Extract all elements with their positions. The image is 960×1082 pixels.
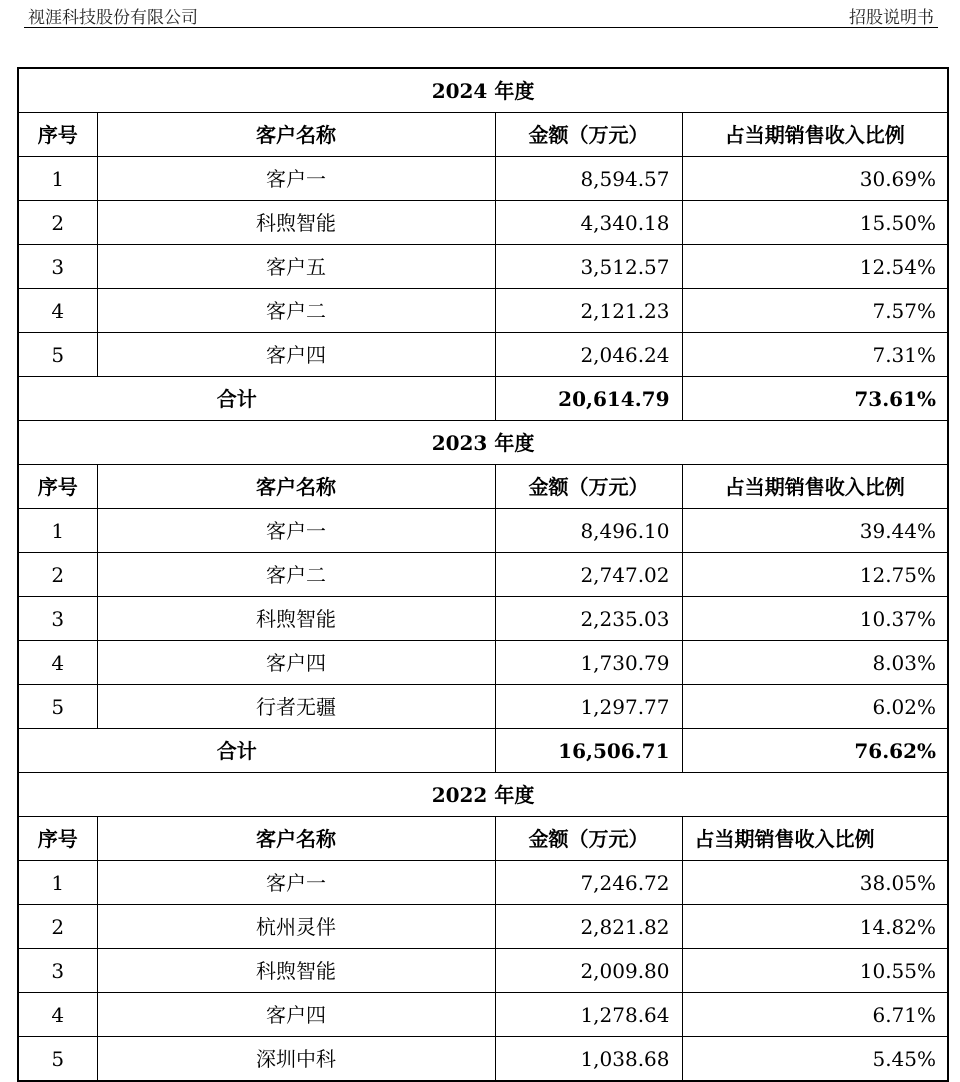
table-row bbox=[18, 289, 948, 333]
ratio-cell: 5.45% bbox=[682, 1037, 948, 1082]
customer-name: 杭州灵伴 bbox=[97, 905, 495, 949]
table-row bbox=[18, 685, 948, 729]
ratio-cell: 6.71% bbox=[682, 993, 948, 1037]
customer-name: 客户四 bbox=[97, 333, 495, 377]
column-header-name: 客户名称 bbox=[97, 817, 495, 861]
column-header-index: 序号 bbox=[18, 817, 97, 861]
customer-name: 科煦智能 bbox=[97, 949, 495, 993]
row-index: 3 bbox=[18, 245, 97, 289]
year-label: 2023 年度 bbox=[18, 421, 948, 465]
column-header-ratio: 占当期销售收入比例 bbox=[682, 113, 948, 157]
table-row bbox=[18, 333, 948, 377]
table-row bbox=[18, 905, 948, 949]
row-index: 5 bbox=[18, 685, 97, 729]
ratio-cell: 30.69% bbox=[682, 157, 948, 201]
row-index: 3 bbox=[18, 949, 97, 993]
year-row-2024 bbox=[18, 68, 948, 113]
column-header-ratio: 占当期销售收入比例 bbox=[682, 465, 948, 509]
total-label: 合计 bbox=[18, 729, 495, 773]
table-row bbox=[18, 993, 948, 1037]
amount-cell: 4,340.18 bbox=[495, 201, 682, 245]
row-index: 4 bbox=[18, 993, 97, 1037]
row-index: 2 bbox=[18, 201, 97, 245]
total-row bbox=[18, 377, 948, 421]
column-header-amount: 金额（万元） bbox=[495, 465, 682, 509]
table-row bbox=[18, 597, 948, 641]
amount-cell: 1,278.64 bbox=[495, 993, 682, 1037]
amount-cell: 8,496.10 bbox=[495, 509, 682, 553]
total-row bbox=[18, 729, 948, 773]
customer-name: 客户二 bbox=[97, 553, 495, 597]
customer-name: 行者无疆 bbox=[97, 685, 495, 729]
ratio-cell: 14.82% bbox=[682, 905, 948, 949]
amount-cell: 1,730.79 bbox=[495, 641, 682, 685]
company-name: 视涯科技股份有限公司 bbox=[28, 8, 198, 28]
column-header-name: 客户名称 bbox=[97, 465, 495, 509]
customer-name: 客户四 bbox=[97, 641, 495, 685]
column-header-row bbox=[18, 817, 948, 861]
amount-cell: 2,121.23 bbox=[495, 289, 682, 333]
row-index: 1 bbox=[18, 157, 97, 201]
amount-cell: 2,046.24 bbox=[495, 333, 682, 377]
total-ratio: 76.62% bbox=[682, 729, 948, 773]
amount-cell: 1,297.77 bbox=[495, 685, 682, 729]
amount-cell: 2,821.82 bbox=[495, 905, 682, 949]
column-header-ratio: 占当期销售收入比例 bbox=[682, 817, 948, 861]
ratio-cell: 7.31% bbox=[682, 333, 948, 377]
amount-cell: 2,235.03 bbox=[495, 597, 682, 641]
ratio-cell: 12.75% bbox=[682, 553, 948, 597]
customer-name: 科煦智能 bbox=[97, 597, 495, 641]
ratio-cell: 7.57% bbox=[682, 289, 948, 333]
customer-name: 深圳中科 bbox=[97, 1037, 495, 1082]
table-row bbox=[18, 157, 948, 201]
amount-cell: 3,512.57 bbox=[495, 245, 682, 289]
ratio-cell: 39.44% bbox=[682, 509, 948, 553]
row-index: 5 bbox=[18, 1037, 97, 1082]
table-row bbox=[18, 201, 948, 245]
page-header bbox=[24, 0, 938, 28]
column-header-name: 客户名称 bbox=[97, 113, 495, 157]
table-row bbox=[18, 949, 948, 993]
amount-cell: 7,246.72 bbox=[495, 861, 682, 905]
table-row bbox=[18, 245, 948, 289]
customer-name: 客户一 bbox=[97, 157, 495, 201]
row-index: 3 bbox=[18, 597, 97, 641]
amount-cell: 2,747.02 bbox=[495, 553, 682, 597]
total-ratio: 73.61% bbox=[682, 377, 948, 421]
column-header-index: 序号 bbox=[18, 465, 97, 509]
customer-name: 客户一 bbox=[97, 861, 495, 905]
table-row bbox=[18, 509, 948, 553]
amount-cell: 2,009.80 bbox=[495, 949, 682, 993]
ratio-cell: 10.55% bbox=[682, 949, 948, 993]
year-row-2022 bbox=[18, 773, 948, 817]
total-label: 合计 bbox=[18, 377, 495, 421]
column-header-amount: 金额（万元） bbox=[495, 817, 682, 861]
row-index: 2 bbox=[18, 905, 97, 949]
table-row bbox=[18, 641, 948, 685]
row-index: 4 bbox=[18, 289, 97, 333]
row-index: 4 bbox=[18, 641, 97, 685]
customer-name: 科煦智能 bbox=[97, 201, 495, 245]
table-row bbox=[18, 553, 948, 597]
column-header-index: 序号 bbox=[18, 113, 97, 157]
year-label: 2024 年度 bbox=[18, 68, 948, 113]
amount-cell: 8,594.57 bbox=[495, 157, 682, 201]
ratio-cell: 15.50% bbox=[682, 201, 948, 245]
customer-name: 客户五 bbox=[97, 245, 495, 289]
row-index: 5 bbox=[18, 333, 97, 377]
column-header-row bbox=[18, 113, 948, 157]
customer-name: 客户四 bbox=[97, 993, 495, 1037]
customer-name: 客户二 bbox=[97, 289, 495, 333]
table-row bbox=[18, 1037, 948, 1082]
row-index: 1 bbox=[18, 509, 97, 553]
top-customers-table bbox=[17, 67, 949, 1082]
document-type: 招股说明书 bbox=[849, 8, 934, 28]
total-amount: 20,614.79 bbox=[495, 377, 682, 421]
column-header-amount: 金额（万元） bbox=[495, 113, 682, 157]
ratio-cell: 38.05% bbox=[682, 861, 948, 905]
ratio-cell: 8.03% bbox=[682, 641, 948, 685]
row-index: 2 bbox=[18, 553, 97, 597]
ratio-cell: 10.37% bbox=[682, 597, 948, 641]
customer-name: 客户一 bbox=[97, 509, 495, 553]
ratio-cell: 12.54% bbox=[682, 245, 948, 289]
year-row-2023 bbox=[18, 421, 948, 465]
column-header-row bbox=[18, 465, 948, 509]
year-label: 2022 年度 bbox=[18, 773, 948, 817]
amount-cell: 1,038.68 bbox=[495, 1037, 682, 1082]
ratio-cell: 6.02% bbox=[682, 685, 948, 729]
row-index: 1 bbox=[18, 861, 97, 905]
table-row bbox=[18, 861, 948, 905]
total-amount: 16,506.71 bbox=[495, 729, 682, 773]
